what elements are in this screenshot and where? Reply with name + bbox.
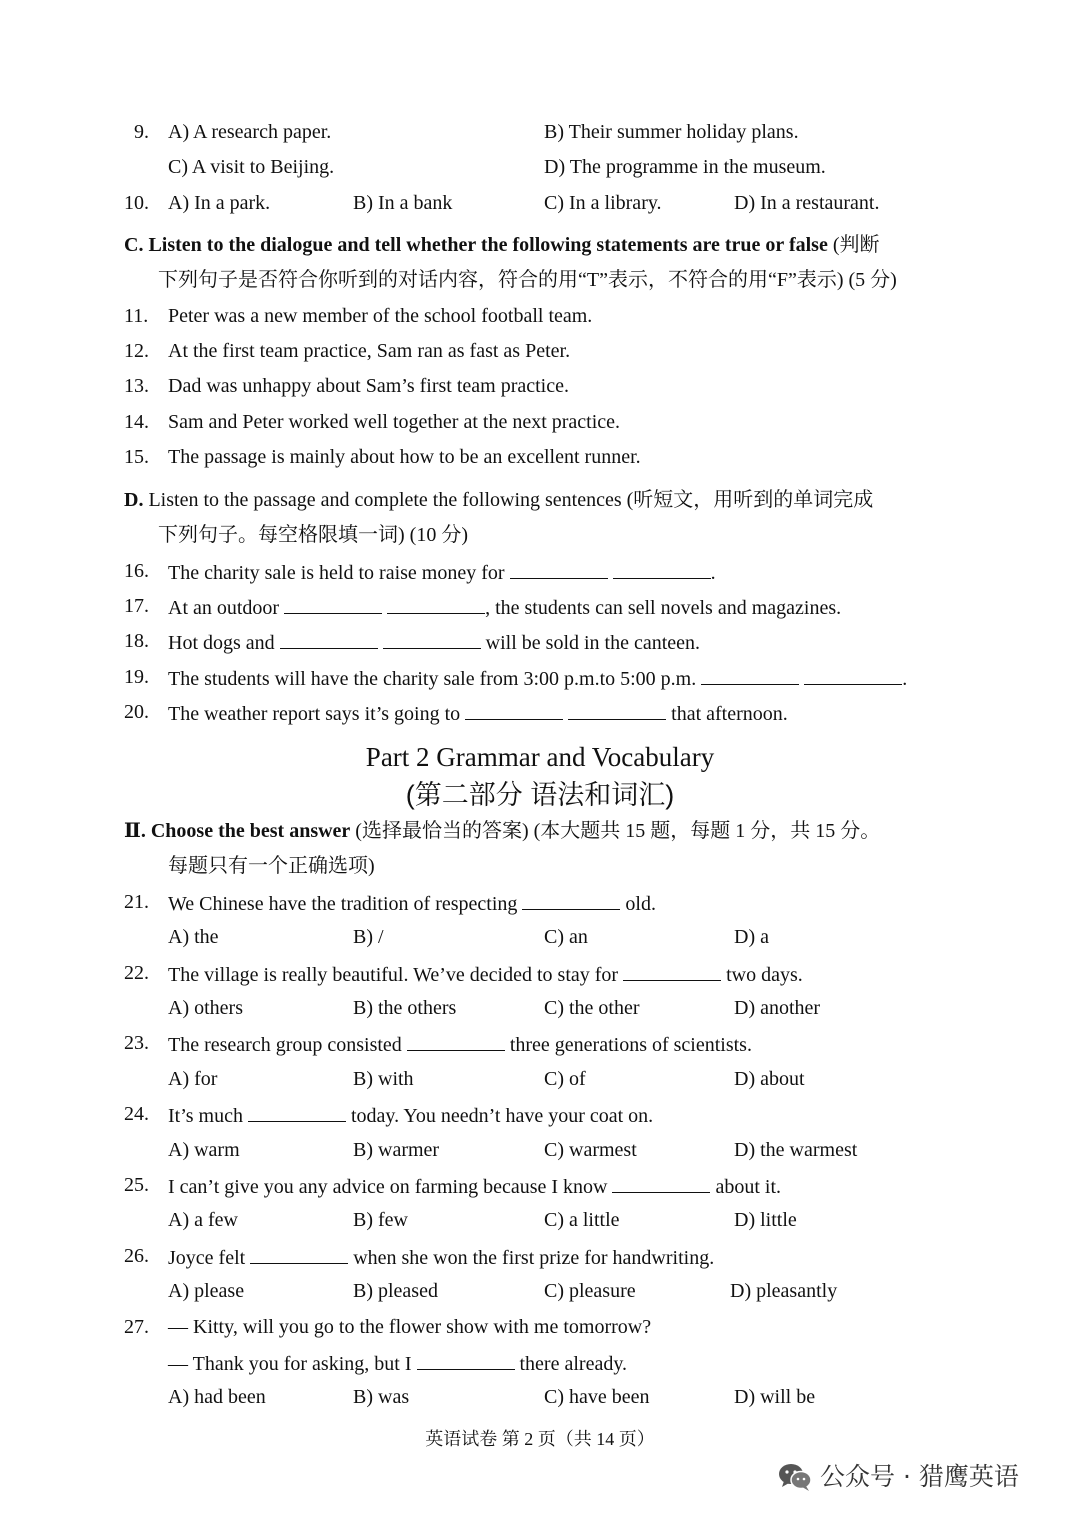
section-letter: C. [124, 234, 144, 256]
option-c[interactable]: C) the other [544, 997, 640, 1019]
option-d: D) In a restaurant. [734, 192, 880, 214]
dialogue-line [168, 1349, 627, 1377]
statement: At the first team practice, Sam ran as fast as Peter. [168, 340, 571, 362]
statement: Peter was a new member of the school football team. [168, 305, 593, 327]
sentence-text: . [902, 668, 908, 690]
section-c-heading [124, 232, 880, 258]
option-b[interactable]: B) few [353, 1209, 408, 1231]
option-d[interactable]: D) a [734, 926, 769, 948]
part-title: Part 2 Grammar and Vocabulary [365, 742, 715, 772]
question-number: 22. [124, 962, 149, 984]
option-c: C) In a library. [544, 192, 662, 214]
answer-blank[interactable] [248, 1101, 346, 1122]
question-number: 17. [124, 595, 149, 617]
stem-text: there already. [519, 1353, 628, 1375]
stem-text: today. You needn’t have your coat on. [351, 1105, 654, 1127]
option-b[interactable]: B) pleased [353, 1280, 438, 1302]
sentence-text: Hot dogs and [168, 632, 275, 654]
option-b[interactable]: B) was [353, 1386, 410, 1408]
option-b[interactable]: B) warmer [353, 1139, 440, 1161]
stem-text: two days. [726, 964, 803, 986]
question-stem [168, 1172, 781, 1200]
answer-blank[interactable] [284, 593, 382, 614]
section-instruction-line2: 下列句子。每空格限填一词) (10 分) [158, 524, 468, 546]
option-d: D) The programme in the museum. [544, 156, 826, 178]
stem-text: The village is really beautiful. We’ve decided to stay for [168, 964, 619, 986]
answer-blank[interactable] [612, 1172, 710, 1193]
option-b[interactable]: B) with [353, 1068, 414, 1090]
option-a: A) A research paper. [168, 121, 332, 143]
answer-blank[interactable] [465, 699, 563, 720]
question-number: 18. [124, 630, 149, 652]
question-number: 26. [124, 1245, 149, 1267]
wechat-icon [778, 1462, 812, 1492]
option-d[interactable]: D) the warmest [734, 1139, 858, 1161]
section-d-heading [124, 487, 873, 513]
option-a[interactable]: A) the [168, 926, 219, 948]
question-stem [168, 1243, 714, 1271]
question-stem [168, 1101, 653, 1129]
dialogue-line: — Kitty, will you go to the flower show with me tomorrow? [168, 1316, 652, 1338]
answer-blank[interactable] [568, 699, 666, 720]
section-instruction: Choose the best answer [150, 820, 351, 842]
section-instruction: Listen to the dialogue and tell whether the following statements are true or false [148, 234, 828, 256]
question-number: 16. [124, 560, 149, 582]
option-c[interactable]: C) have been [544, 1386, 650, 1408]
fill-sentence [168, 699, 788, 727]
option-a[interactable]: A) for [168, 1068, 218, 1090]
option-d[interactable]: D) little [734, 1209, 797, 1231]
question-number: 12. [124, 340, 149, 362]
answer-blank[interactable] [623, 960, 721, 981]
answer-blank[interactable] [417, 1349, 515, 1370]
option-a: A) In a park. [168, 192, 271, 214]
question-number: 13. [124, 375, 149, 397]
option-a[interactable]: A) please [168, 1280, 245, 1302]
stem-text: The research group consisted [168, 1034, 402, 1056]
page-footer: 英语试卷 第 2 页（共 14 页） [425, 1429, 655, 1449]
section-letter: Ⅱ. [124, 820, 146, 842]
statement: Sam and Peter worked well together at the next practice. [168, 411, 621, 433]
section-instruction-line2: 每题只有一个正确选项) [168, 855, 375, 877]
statement: The passage is mainly about how to be an excellent runner. [168, 446, 641, 468]
answer-blank[interactable] [522, 889, 620, 910]
answer-blank[interactable] [383, 628, 481, 649]
option-b: B) In a bank [353, 192, 453, 214]
stem-text: old. [625, 893, 656, 915]
option-b[interactable]: B) the others [353, 997, 457, 1019]
answer-blank[interactable] [250, 1243, 348, 1264]
stem-text: — Thank you for asking, but I [168, 1353, 412, 1375]
option-d[interactable]: D) pleasantly [730, 1280, 838, 1302]
stem-text: Joyce felt [168, 1247, 246, 1269]
stem-text: when she won the first prize for handwriting. [353, 1247, 715, 1269]
option-c[interactable]: C) of [544, 1068, 586, 1090]
option-c[interactable]: C) a little [544, 1209, 620, 1231]
stem-text: three generations of scientists. [509, 1034, 752, 1056]
question-stem [168, 960, 803, 988]
question-number: 9. [134, 121, 149, 143]
option-a[interactable]: A) a few [168, 1209, 238, 1231]
section-instruction-cn: (判断 [832, 234, 880, 256]
stem-text: It’s much [168, 1105, 243, 1127]
section-ii-heading [124, 818, 880, 844]
option-d[interactable]: D) another [734, 997, 821, 1019]
watermark-text: 公众号 · 猎鹰英语 [820, 1462, 1019, 1491]
answer-blank[interactable] [510, 558, 608, 579]
option-c: C) A visit to Beijing. [168, 156, 335, 178]
watermark [778, 1460, 1019, 1494]
question-number: 24. [124, 1103, 149, 1125]
sentence-text: , the students can sell novels and magazines. [485, 597, 842, 619]
question-number: 10. [124, 192, 149, 214]
question-number: 15. [124, 446, 149, 468]
option-c[interactable]: C) warmest [544, 1139, 637, 1161]
sentence-text: The students will have the charity sale from 3:00 p.m.to 5:00 p.m. [168, 668, 697, 690]
sentence-text: . [710, 562, 716, 584]
question-number: 25. [124, 1174, 149, 1196]
question-number: 14. [124, 411, 149, 433]
answer-blank[interactable] [407, 1030, 505, 1051]
option-d[interactable]: D) will be [734, 1386, 816, 1408]
section-instruction-cn: (选择最恰当的答案) (本大题共 15 题，每题 1 分，共 15 分。 [355, 820, 881, 842]
question-number: 21. [124, 891, 149, 913]
fill-sentence [168, 593, 841, 621]
stem-text: We Chinese have the tradition of respecting [168, 893, 518, 915]
question-number: 27. [124, 1316, 149, 1338]
question-number: 19. [124, 666, 149, 688]
question-number: 23. [124, 1032, 149, 1054]
option-d[interactable]: D) about [734, 1068, 805, 1090]
answer-blank[interactable] [701, 664, 799, 685]
sentence-text: will be sold in the canteen. [485, 632, 701, 654]
option-a[interactable]: A) others [168, 997, 243, 1019]
sentence-text: that afternoon. [671, 703, 788, 725]
option-c[interactable]: C) pleasure [544, 1280, 636, 1302]
question-number: 11. [124, 305, 149, 327]
question-stem [168, 1030, 752, 1058]
question-number: 20. [124, 701, 149, 723]
part-subtitle: (第二部分 语法和词汇) [405, 780, 675, 810]
option-c[interactable]: C) an [544, 926, 588, 948]
option-a[interactable]: A) warm [168, 1139, 240, 1161]
fill-sentence [168, 628, 700, 656]
section-instruction: Listen to the passage and complete the following sentences (听短文，用听到的单词完成 [148, 489, 874, 511]
answer-blank[interactable] [280, 628, 378, 649]
section-letter: D. [124, 489, 144, 511]
answer-blank[interactable] [804, 664, 902, 685]
stem-text: about it. [715, 1176, 782, 1198]
option-a[interactable]: A) had been [168, 1386, 266, 1408]
statement: Dad was unhappy about Sam’s first team practice. [168, 375, 569, 397]
sentence-text: At an outdoor [168, 597, 280, 619]
fill-sentence [168, 558, 716, 586]
stem-text: I can’t give you any advice on farming because I know [168, 1176, 608, 1198]
fill-sentence [168, 664, 907, 692]
sentence-text: The charity sale is held to raise money for [168, 562, 505, 584]
option-b: B) Their summer holiday plans. [544, 121, 799, 143]
answer-blank[interactable] [387, 593, 485, 614]
option-b[interactable]: B) / [353, 926, 384, 948]
question-stem [168, 889, 656, 917]
section-instruction-line2: 下列句子是否符合你听到的对话内容，符合的用“T”表示，不符合的用“F”表示) (5 分) [158, 269, 897, 291]
answer-blank[interactable] [613, 558, 711, 579]
sentence-text: The weather report says it’s going to [168, 703, 461, 725]
